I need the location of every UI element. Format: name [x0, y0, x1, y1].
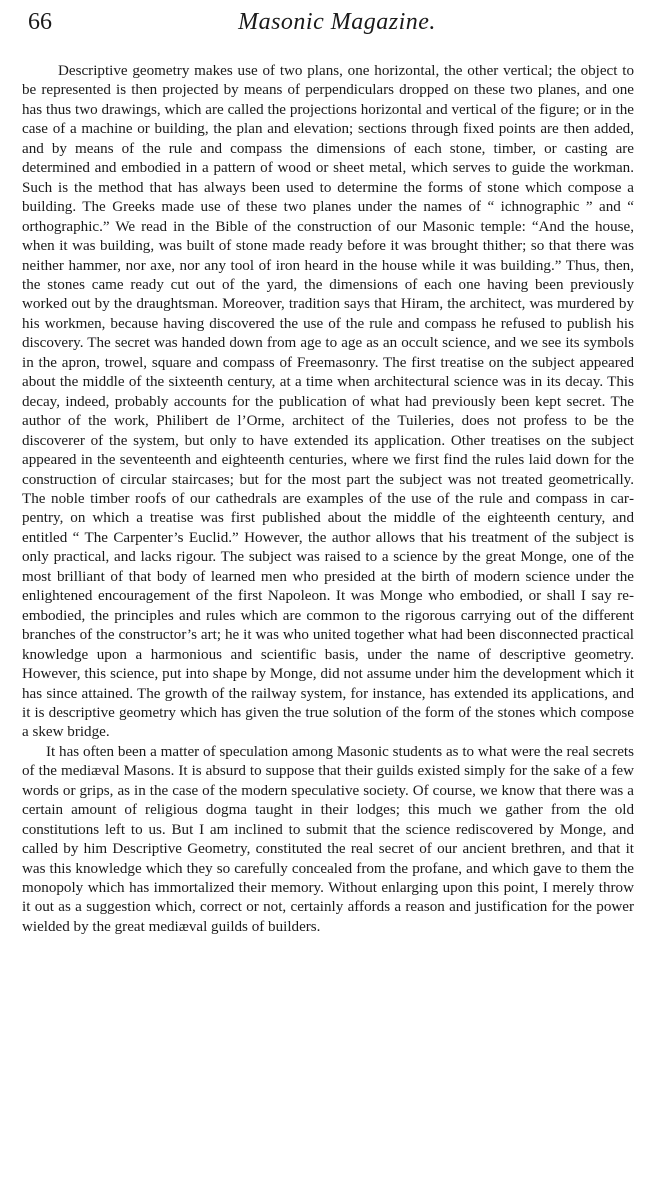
paragraph-masonic-secrets: It has often been a matter of speculation among Masonic students as to what were the real secrets of the mediæval Masons. It is absurd to suppose that their guilds existed simply for the sake of a few words or grips, as in the case of the modern speculative society. Of course, we know that there was a certain amount of religious dogma taught in their lodges; this much we gather from the old constitutions left to us. But I am inclined to submit that the science rediscovered by Monge, and called by him Descriptive Geometry, constituted the real secret of our ancient brethren, and that it was this knowledge which they so carefully concealed from the profane, and which gave to them the monopoly which has immortalized their memory. Without enlarging upon this point, I merely throw it out as a suggestion which, correct or not, certainly affords a reason and justification for the power wielded by the great mediæval guilds of builders. [22, 743, 634, 935]
paragraph-descriptive-geometry: Descriptive geometry makes use of two plans, one horizontal, the other vertical; the object to be represented is then projected by means of perpendiculars dropped on these two planes, and one has thus two drawings, which are called the projections horizontal and vertical of the figure; or in the case of a machine or building, the plan and elevation; sections through fixed points are then added, and by means of the rule and compass the dimensions of each stone, timber, or casting are determined and embodied in a pattern of wood or sheet metal, which serves to guide the workman. Such is the method that has always been used to determine the forms of stone which compose a building. The Greeks made use of these two planes under the names of “ ichnographic ” and “ orthographic.” We read in the Bible of the construction of our Masonic temple: “And the house, when it was building, was built of stone made ready before it was brought thither; so that there was neither hammer, nor axe, nor any tool of iron heard in the house while it was building.” Thus, then, the stones came ready cut out of the yard, the dimensions of each one having been previously worked out by the draughtsman. Moreover, tradition says that Hiram, the architect, was murdered by his workmen, because having discovered the use of the rule and compass he refused to publish his discovery. The secret was handed down from age to age as an occult science, and we see its symbols in the apron, trowel, square and compass of Freemasonry. The first treatise on the subject appeared about the middle of the sixteenth century, at a time when architectural science was in its decay. This decay, indeed, probably accounts for the publication of what had previously been kept secret. The author of the work, Philibert de l’Orme, architect of the Tuileries, does not profess to be the discoverer of the system, but only to have extended its application. Other treatises on the subject appeared in the seventeenth and eighteenth centuries, where we first find the rules laid down for the construction of circular staircases; but for the most part the subject was not treated geometrically. The noble timber roofs of our cathedrals are examples of the use of the rule and compass in carpentry, on which a treatise was first published about the middle of the eighteenth century, and entitled “ The Carpenter’s Euclid.” However, the author allows that his treatment of the subject is only practical, and lacks rigour. The subject was raised to a science by the great Monge, one of the most brilliant of that body of learned men who presided at the birth of modern science under the enlightened encouragement of the first Napoleon. It was Monge who embodied, or shall I say re-embodied, the principles and rules which are common to the rigorous carrying out of the different branches of the constructor’s art; he it was who united together what had been disconnected practical knowledge upon a harmonious and scientific basis, under the name of descriptive geometry. However, this science, put into shape by Monge, did not assume under him the development which it has since attained. The growth of the railway system, for instance, has extended its applications, and it is descriptive geometry which has given the true solution of the form of the stones which compose a skew bridge. [22, 63, 634, 741]
page-header [28, 4, 646, 40]
page-number: 66 [28, 9, 52, 35]
article-body [22, 62, 634, 937]
running-title: Masonic Magazine. [238, 9, 436, 35]
